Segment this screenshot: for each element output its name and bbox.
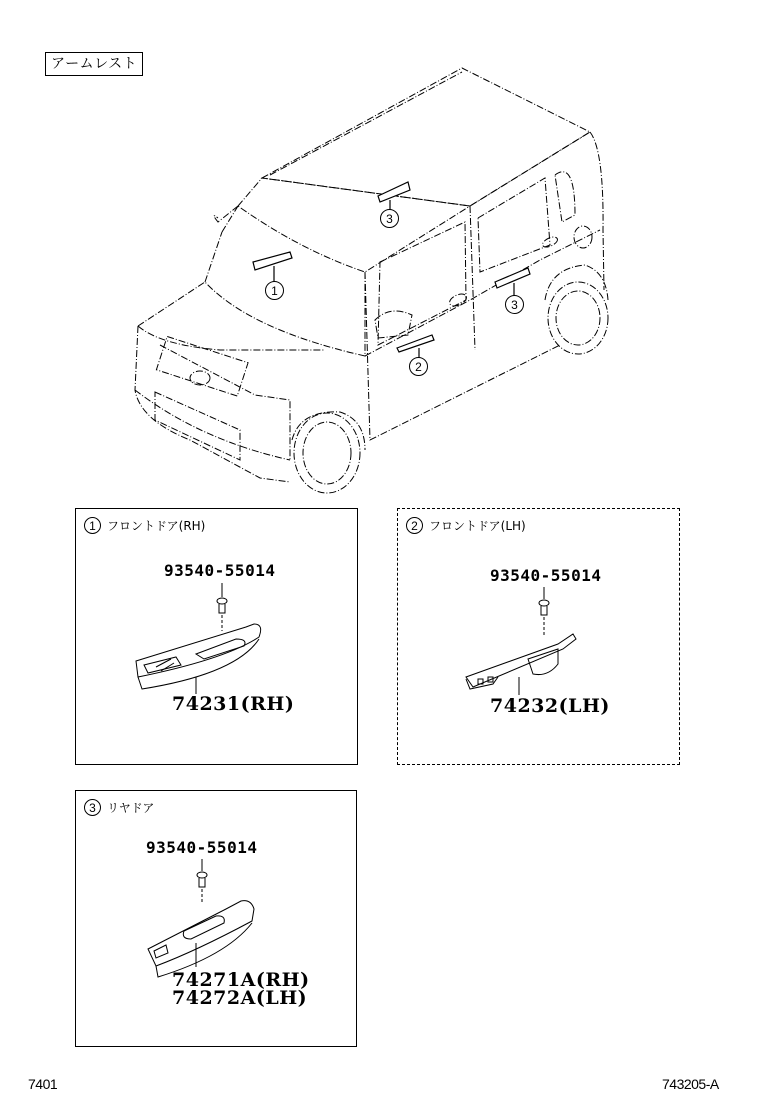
callout-1[interactable]: 1 <box>265 281 284 300</box>
callout-3-side[interactable]: 3 <box>505 295 524 314</box>
panel-front-door-lh <box>397 508 680 765</box>
callout-3-top[interactable]: 3 <box>380 209 399 228</box>
armrest-part-number[interactable]: 74232(LH) <box>490 695 610 717</box>
panel-number: 1 <box>84 517 101 534</box>
screw-part-number[interactable]: 93540-55014 <box>164 561 276 580</box>
callout-2[interactable]: 2 <box>409 357 428 376</box>
panel-rear-door <box>75 790 357 1047</box>
armrest-part-number-rh[interactable]: 74271A(RH) <box>172 969 310 991</box>
screw-part-number[interactable]: 93540-55014 <box>146 838 258 857</box>
panel-title: フロントドア(LH) <box>429 519 526 533</box>
panel-title: リヤドア <box>107 801 155 815</box>
footer-left-code: 7401 <box>28 1076 58 1092</box>
vehicle-overview-illustration <box>0 0 760 500</box>
armrest-rh-drawing <box>76 509 359 766</box>
footer-right-code: 743205-A <box>662 1076 719 1092</box>
armrest-part-number[interactable]: 74231(RH) <box>172 693 295 715</box>
screw-part-number[interactable]: 93540-55014 <box>490 566 602 585</box>
panel-number: 3 <box>84 799 101 816</box>
panel-title: フロントドア(RH) <box>107 519 206 533</box>
armrest-lh-drawing <box>398 509 681 766</box>
armrest-part-number-lh[interactable]: 74272A(LH) <box>172 987 308 1009</box>
section-title: アームレスト <box>45 52 143 76</box>
armrest-rear-drawing <box>76 791 358 1048</box>
panel-front-door-rh <box>75 508 358 765</box>
panel-number: 2 <box>406 517 423 534</box>
